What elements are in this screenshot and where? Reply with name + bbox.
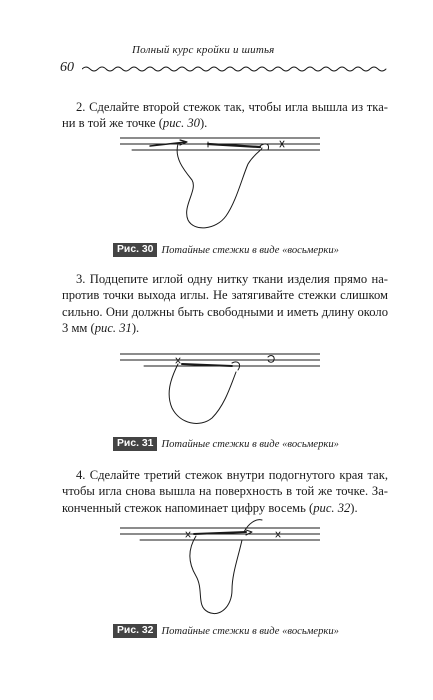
figure-reference: рис. 31	[94, 321, 132, 336]
figure-label: Рис. 30	[113, 243, 157, 257]
figure-31-caption	[113, 437, 339, 451]
caption-text: Потайные стежки в виде «восьмерки»	[161, 244, 339, 256]
figure-31-illustration	[120, 344, 320, 436]
page-number: 60	[60, 60, 74, 75]
figure-label: Рис. 32	[113, 624, 157, 638]
instruction-step-2: 2. Сделайте второй стежок так, чтобы игла вышла из ткани в той же точке (рис. 30).	[62, 100, 388, 131]
running-title: Полный курс кройки и шитья	[132, 44, 275, 56]
figure-30-illustration	[120, 128, 320, 238]
wavy-divider-ornament	[82, 64, 390, 74]
figure-32-caption	[113, 624, 339, 638]
figure-label: Рис. 31	[113, 437, 157, 451]
caption-text: Потайные стежки в виде «восьмерки»	[161, 438, 339, 450]
caption-text: Потайные стежки в виде «восьмерки»	[161, 625, 339, 637]
figure-reference: рис. 30	[162, 116, 200, 131]
page-header	[60, 40, 390, 76]
instruction-step-3: 3. Подцепите иглой одну нитку ткани изделия прямо напротив точки выхода иглы. Не затягивайте стежки слишком сильно. Они должны быть свободными и иметь длину около 3 мм (рис. 31).	[62, 272, 388, 336]
figure-30-caption	[113, 243, 339, 257]
figure-32-illustration	[120, 518, 320, 618]
figure-reference: рис. 32	[313, 500, 351, 515]
instruction-step-4: 4. Сделайте третий стежок внутри подогнутого края так, чтобы игла снова вышла на поверхность в той же точке. Законченный стежок напоминает цифру восемь (рис. 32).	[62, 468, 388, 515]
